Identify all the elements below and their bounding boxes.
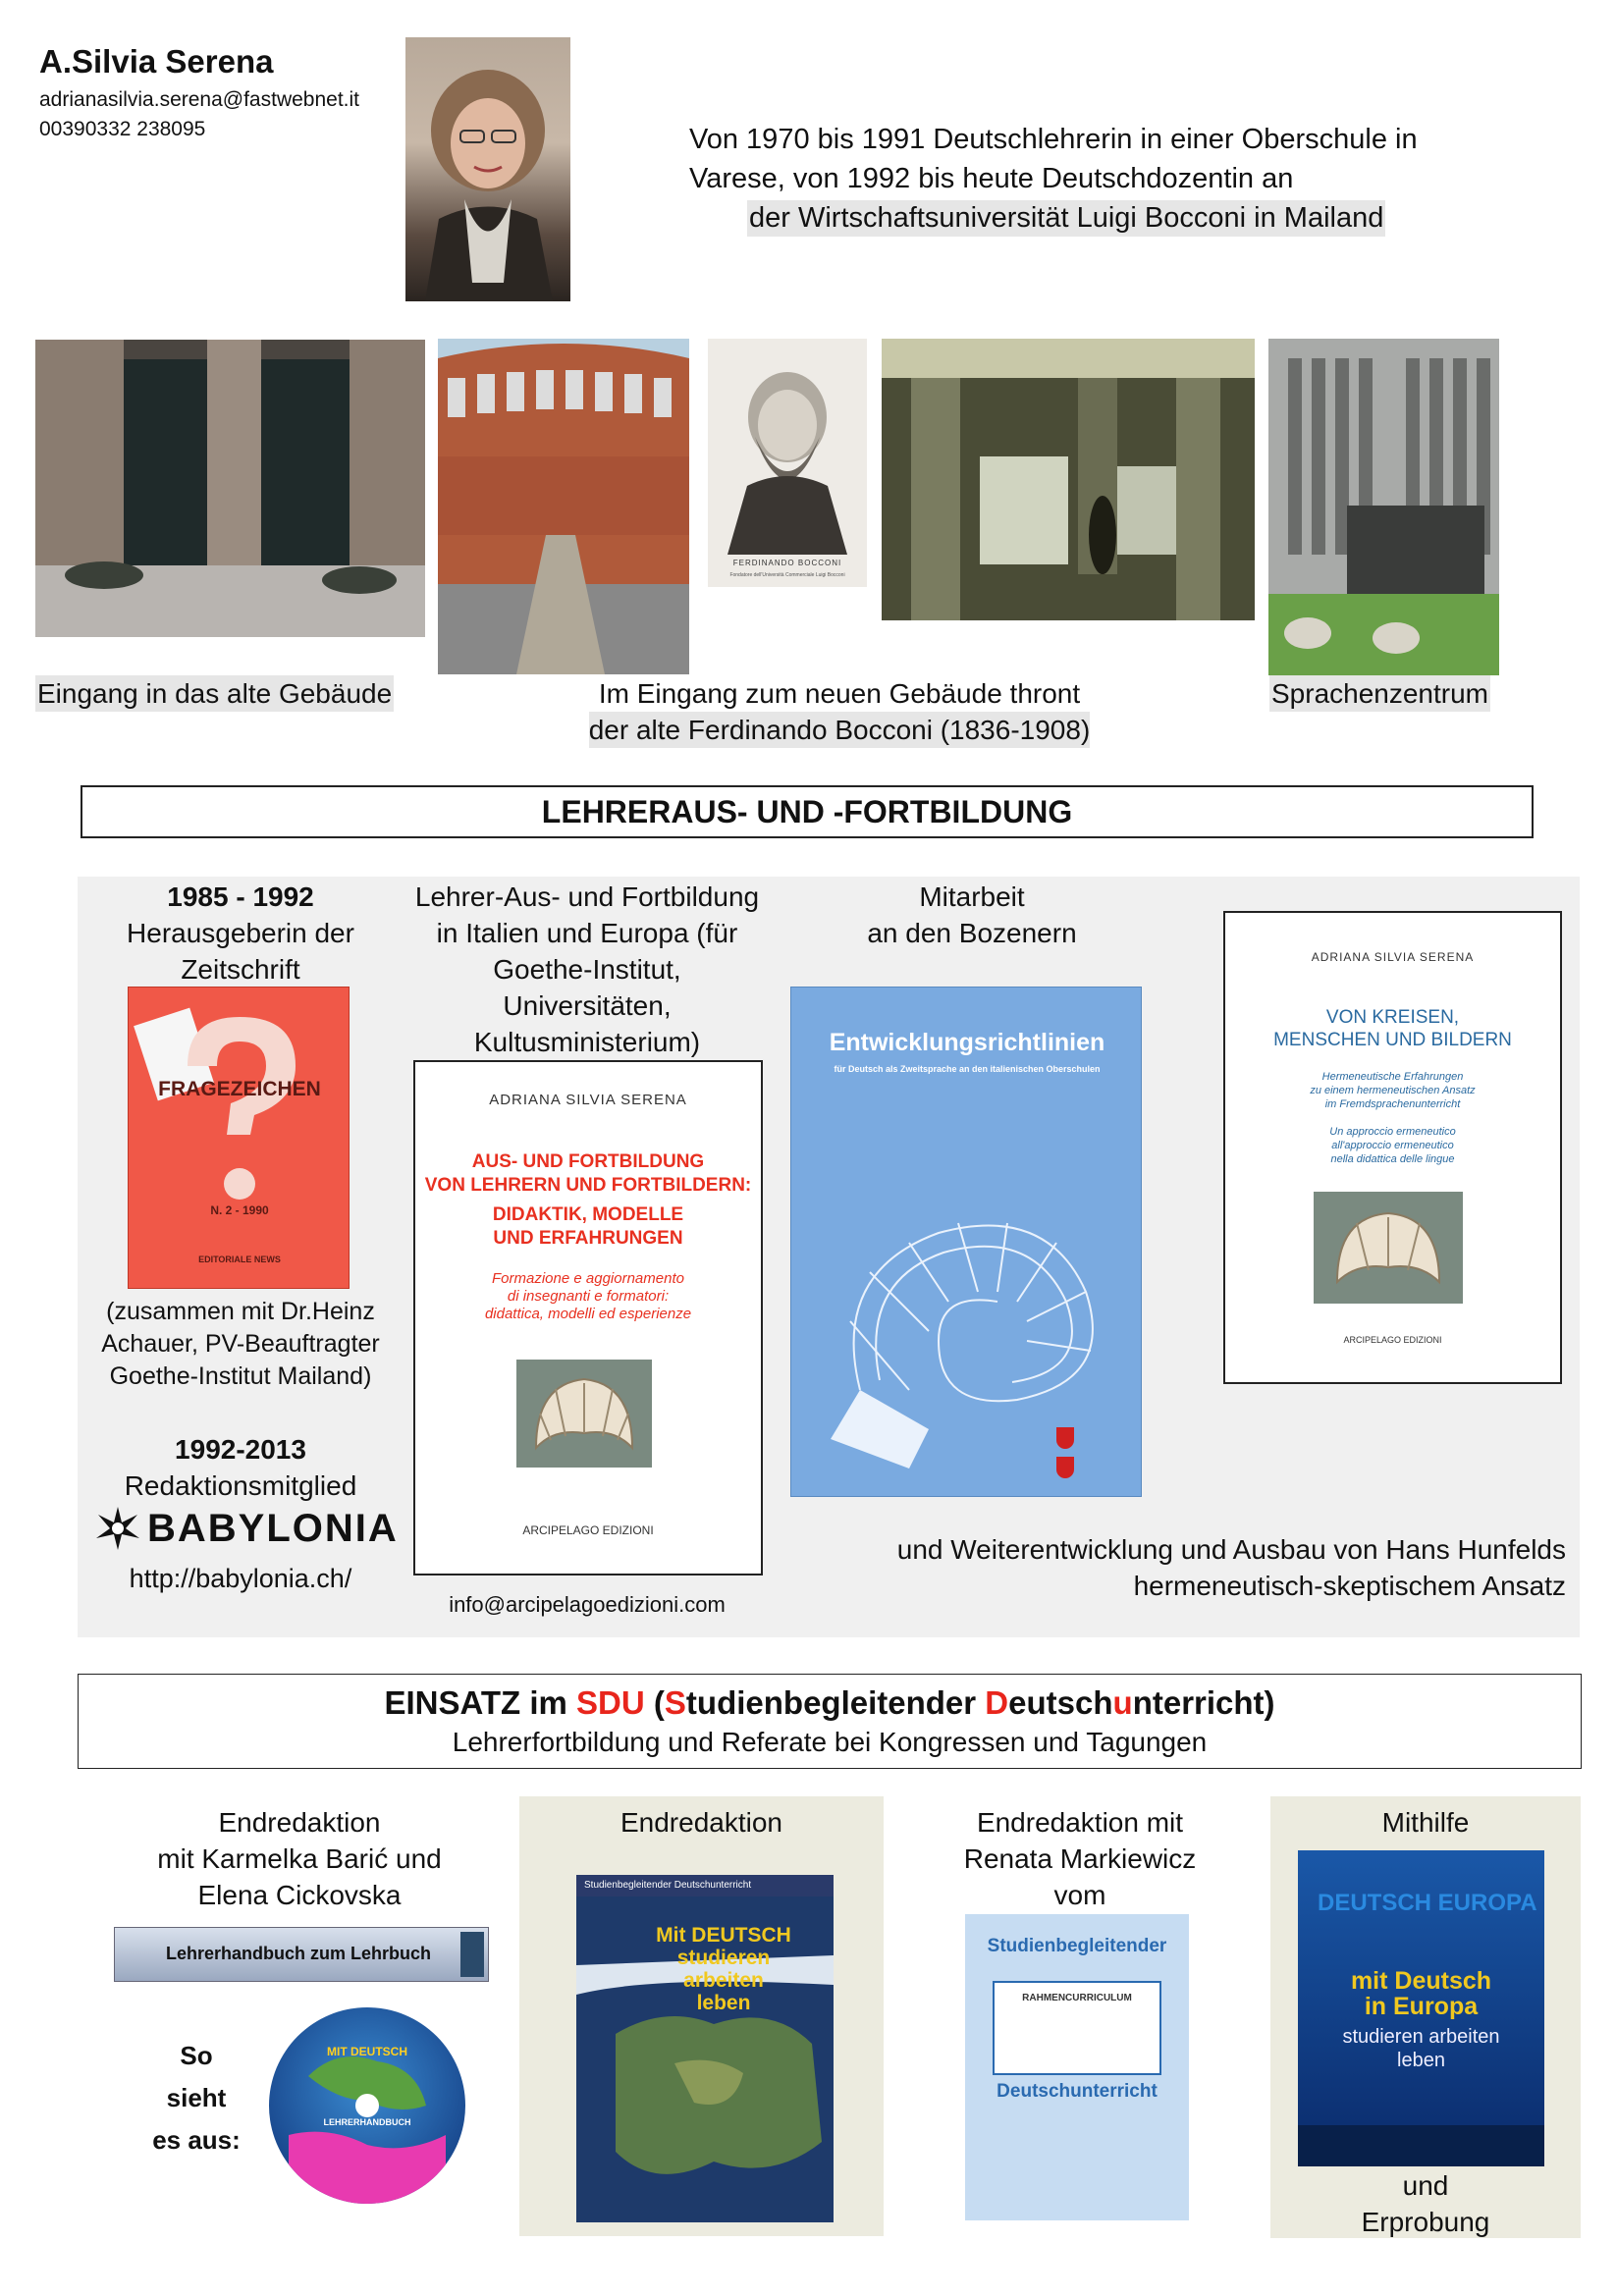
book4-title-line-4: leben [696, 1992, 751, 2014]
book3-sub-line-4: Un approccio ermeneutico [1329, 1126, 1456, 1138]
book1-sub-line-3: didattica, modelli ed esperienze [484, 1306, 692, 1322]
bocconi-portrait-sublabel: Fondatore dell'Università Commerciale Luigi Bocconi [729, 572, 845, 578]
cover-von-kreisen [1223, 911, 1562, 1384]
book4-title [635, 1924, 812, 2014]
bocconi-portrait-image [708, 339, 867, 587]
sdu-col3-line-2: Renata Markiewicz [963, 1843, 1197, 1874]
magazine-note [88, 1296, 393, 1393]
babylonia-star-icon [94, 1505, 141, 1552]
author-email[interactable]: adrianasilvia.serena@fastwebnet.it [39, 88, 359, 111]
question-mark-graphic [129, 988, 350, 1289]
book3-sub-line-6: nella didattica delle lingue [1330, 1153, 1455, 1165]
cd-label: LEHRERHANDBUCH [323, 2117, 411, 2127]
training-line-3: Goethe-Institut, [493, 954, 681, 985]
sdu-col4-bottom [1270, 2167, 1581, 2240]
book1-subtitle [415, 1270, 761, 1323]
book1-title-line-2: VON LEHRERN UND FORTBILDERN: [424, 1175, 752, 1196]
shell-icon [516, 1360, 652, 1468]
sdu-title-eutsch: eutsch [1008, 1684, 1113, 1721]
book4-title-line-1: Mit DEUTSCH [656, 1924, 791, 1947]
cover-aus-und-fortbildung [413, 1060, 763, 1575]
book5-cover-line-2: Deutschunterricht [997, 2081, 1158, 2102]
sdu-col4-line-3: Erprobung [1361, 2207, 1490, 2237]
training-line-4: Universitäten, [503, 990, 672, 1021]
caption-old-building: Eingang in das alte Gebäude [35, 675, 394, 712]
book3-author: ADRIANA SILVIA SERENA [1311, 950, 1475, 964]
magazine-line-2: Zeitschrift [181, 954, 300, 985]
bio-line-3: der Wirtschaftsuniversität Luigi Bocconi in Mailand [747, 200, 1385, 237]
photo-atrium [882, 339, 1255, 620]
sdu-col1-text [118, 1804, 481, 1913]
atrium-image [882, 339, 1255, 620]
spiral-staircase-graphic [791, 1095, 1142, 1488]
sdu-title-open: ( [644, 1684, 665, 1721]
sdu-title-d: D [985, 1684, 1009, 1721]
book1-shell-image [516, 1360, 652, 1468]
magazine-note-line-2: Achauer, PV-Beauftragter [101, 1330, 380, 1358]
caption-language-center: Sprachenzentrum [1269, 675, 1490, 712]
cover-rahmencurriculum [965, 1914, 1189, 2220]
cd-title: MIT DEUTSCH [327, 2045, 407, 2058]
book3-title-line-2: MENSCHEN UND BILDERN [1273, 1030, 1512, 1050]
lehrerhandbuch-banner-text: Lehrerhandbuch zum Lehrbuch [166, 1944, 432, 1963]
training-line-1: Lehrer-Aus- und Fortbildung [414, 881, 760, 912]
book3-sub-line-1: Hermeneutische Erfahrungen [1321, 1071, 1464, 1083]
book2-coat-of-arms [1056, 1427, 1074, 1449]
book2-title: Entwicklungsrichtlinien [829, 1029, 1105, 1056]
lehrerhandbuch-thumb [460, 1932, 484, 1977]
sdu-col3-line-1: Endredaktion mit [976, 1807, 1184, 1838]
cover-mit-deutsch-in-europa [1298, 1850, 1544, 2166]
cover-mit-deutsch-studieren [576, 1875, 834, 2222]
so-sieht-es-aus [137, 2035, 255, 2162]
book1-sub-line-1: Formazione e aggiornamento [492, 1270, 684, 1287]
book1-sub-line-2: di insegnanti e formatori: [507, 1288, 670, 1305]
hunfeld-text [844, 1531, 1566, 1604]
photo-language-center [1268, 339, 1499, 675]
babylonia-url[interactable]: http://babylonia.ch/ [129, 1564, 352, 1593]
sdu-col4-line-2: und [1402, 2170, 1449, 2201]
caption-new-building [579, 675, 1100, 748]
babylonia-years: 1992-2013 [175, 1434, 306, 1465]
bozen-line-1: Mitarbeit [919, 881, 1025, 912]
book2-coat-of-arms-2 [1056, 1457, 1074, 1478]
cd-disc [269, 2007, 465, 2204]
publisher-email[interactable]: info@arcipelagoedizioni.com [449, 1592, 726, 1617]
photo-bocconi-portrait [708, 339, 867, 587]
magazine-note-line-3: Goethe-Institut Mailand) [109, 1362, 372, 1390]
author-portrait [405, 37, 570, 301]
cover-entwicklungsrichtlinien [790, 987, 1142, 1497]
hunfeld-line-2: hermeneutisch-skeptischem Ansatz [1133, 1571, 1566, 1601]
sdu-title-u: u [1112, 1684, 1133, 1721]
book6-footer-bar [1298, 2125, 1544, 2166]
magazine-line-1: Herausgeberin der [127, 918, 354, 948]
sdu-col3-text [913, 1804, 1247, 1913]
fragezeichen-issue: N. 2 - 1990 [210, 1203, 269, 1217]
book2-subtitle: für Deutsch als Zweitsprache an den italienischen Oberschulen [834, 1064, 1101, 1074]
sdu-col4-line-1: Mithilfe [1381, 1807, 1470, 1838]
book1-title-line-1: AUS- UND FORTBILDUNG [471, 1151, 705, 1172]
book4-header: Studienbegleitender Deutschunterricht [576, 1875, 834, 1896]
section-title-training: LEHRERAUS- UND -FORTBILDUNG [541, 794, 1073, 829]
sdu-col3-line-3: vom [1053, 1880, 1106, 1910]
book6-sub-line-1: studieren arbeiten [1342, 2026, 1500, 2048]
author-phone: 00390332 238095 [39, 118, 206, 140]
magazine-years: 1985 - 1992 [167, 881, 314, 912]
sdu-col1-line-1: Endredaktion [218, 1807, 381, 1838]
sdu-col1-line-2: mit Karmelka Barić und [157, 1843, 442, 1874]
sdu-title-tudien: tudienbegleitender [685, 1684, 986, 1721]
fragezeichen-publisher: EDITORIALE NEWS [198, 1255, 281, 1264]
book3-publisher: ARCIPELAGO EDIZIONI [1343, 1335, 1442, 1345]
book6-sub [1298, 2025, 1544, 2072]
book3-subtitle-it [1225, 1125, 1560, 1166]
book1-author: ADRIANA SILVIA SERENA [489, 1092, 687, 1108]
sdu-col1-line-3: Elena Cickovska [197, 1880, 402, 1910]
book3-subtitle-de [1225, 1070, 1560, 1111]
bozen-line-2: an den Bozenern [867, 918, 1077, 948]
old-building-image [35, 340, 425, 637]
cd-globe-graphic [269, 2007, 465, 2204]
book3-title-line-1: VON KREISEN, [1325, 1007, 1460, 1028]
training-line-5: Kultusministerium) [473, 1027, 701, 1057]
col-bozen-text [785, 879, 1158, 951]
section-title-box-sdu [78, 1674, 1582, 1769]
book6-title-line-1: mit Deutsch [1350, 1967, 1492, 1995]
fragezeichen-title: FRAGEZEICHEN [158, 1078, 321, 1100]
book3-sub-line-5: all'approccio ermeneutico [1331, 1140, 1454, 1151]
book6-sub-line-2: leben [1397, 2050, 1445, 2071]
author-name: A.Silvia Serena [39, 43, 274, 80]
book1-title [415, 1150, 761, 1251]
photo-new-building [438, 339, 689, 674]
portrait-image [405, 37, 570, 301]
book4-title-line-2: studieren [676, 1947, 771, 1969]
col-magazine-text [98, 879, 383, 988]
book6-title-line-2: in Europa [1364, 1993, 1479, 2020]
book6-title [1298, 1968, 1544, 2019]
caption-new-building-line-2: der alte Ferdinando Bocconi (1836-1908) [589, 712, 1091, 748]
so-line-1: So [180, 2041, 213, 2070]
bocconi-portrait-label: FERDINANDO BOCCONI [732, 559, 842, 567]
book5-cover-line-1: Studienbegleitender [987, 1936, 1167, 1956]
section-title-box-training [81, 785, 1534, 838]
language-center-image [1268, 339, 1499, 675]
sdu-col2-line-1: Endredaktion [619, 1807, 782, 1838]
bio-line-2: Varese, von 1992 bis heute Deutschdozentin an [689, 163, 1294, 194]
sdu-title-einsatz: EINSATZ im [384, 1684, 577, 1721]
section-subtitle-sdu: Lehrerfortbildung und Referate bei Kongressen und Tagungen [452, 1727, 1208, 1757]
babylonia-logo [94, 1505, 399, 1554]
shell-icon-2 [1314, 1192, 1463, 1304]
sdu-title-nterricht: nterricht) [1132, 1684, 1275, 1721]
book1-publisher: ARCIPELAGO EDIZIONI [522, 1523, 654, 1537]
so-line-2: sieht [166, 2083, 227, 2112]
book6-top: DEUTSCH EUROPA [1318, 1890, 1537, 1916]
sdu-title-sdu: SDU [576, 1684, 645, 1721]
sdu-title-s: S [664, 1684, 686, 1721]
bio-line-1: Von 1970 bis 1991 Deutschlehrerin in einer Oberschule in [689, 124, 1418, 155]
book4-title-line-3: arbeiten [683, 1969, 764, 1992]
hunfeld-line-1: und Weiterentwicklung und Ausbau von Hans Hunfelds [896, 1534, 1566, 1565]
photo-old-building [35, 340, 425, 637]
book1-title-line-3: DIDAKTIK, MODELLE [492, 1204, 684, 1225]
book3-shell-image [1314, 1192, 1463, 1304]
magazine-note-line-1: (zusammen mit Dr.Heinz [106, 1298, 375, 1325]
lehrerhandbuch-banner [114, 1927, 489, 1982]
book3-sub-line-2: zu einem hermeneutischen Ansatz [1310, 1085, 1476, 1096]
babylonia-block [88, 1431, 393, 1504]
babylonia-wordmark: BABYLONIA [147, 1507, 399, 1550]
book3-title [1225, 1006, 1560, 1051]
caption-new-building-line-1: Im Eingang zum neuen Gebäude thront [598, 678, 1081, 709]
babylonia-role: Redaktionsmitglied [124, 1470, 357, 1501]
book5-inner-card [993, 1981, 1161, 2075]
section-title-sdu [79, 1682, 1581, 1724]
new-building-image [438, 339, 689, 674]
so-line-3: es aus: [152, 2125, 241, 2155]
col-training-text [401, 879, 774, 1060]
book3-sub-line-3: im Fremdsprachenunterricht [1324, 1098, 1461, 1110]
book1-title-line-4: UND ERFAHRUNGEN [493, 1228, 683, 1249]
book5-card-title: RAHMENCURRICULUM [1022, 1993, 1132, 2003]
cover-fragezeichen [128, 987, 350, 1289]
training-line-2: in Italien und Europa (für [436, 918, 738, 948]
